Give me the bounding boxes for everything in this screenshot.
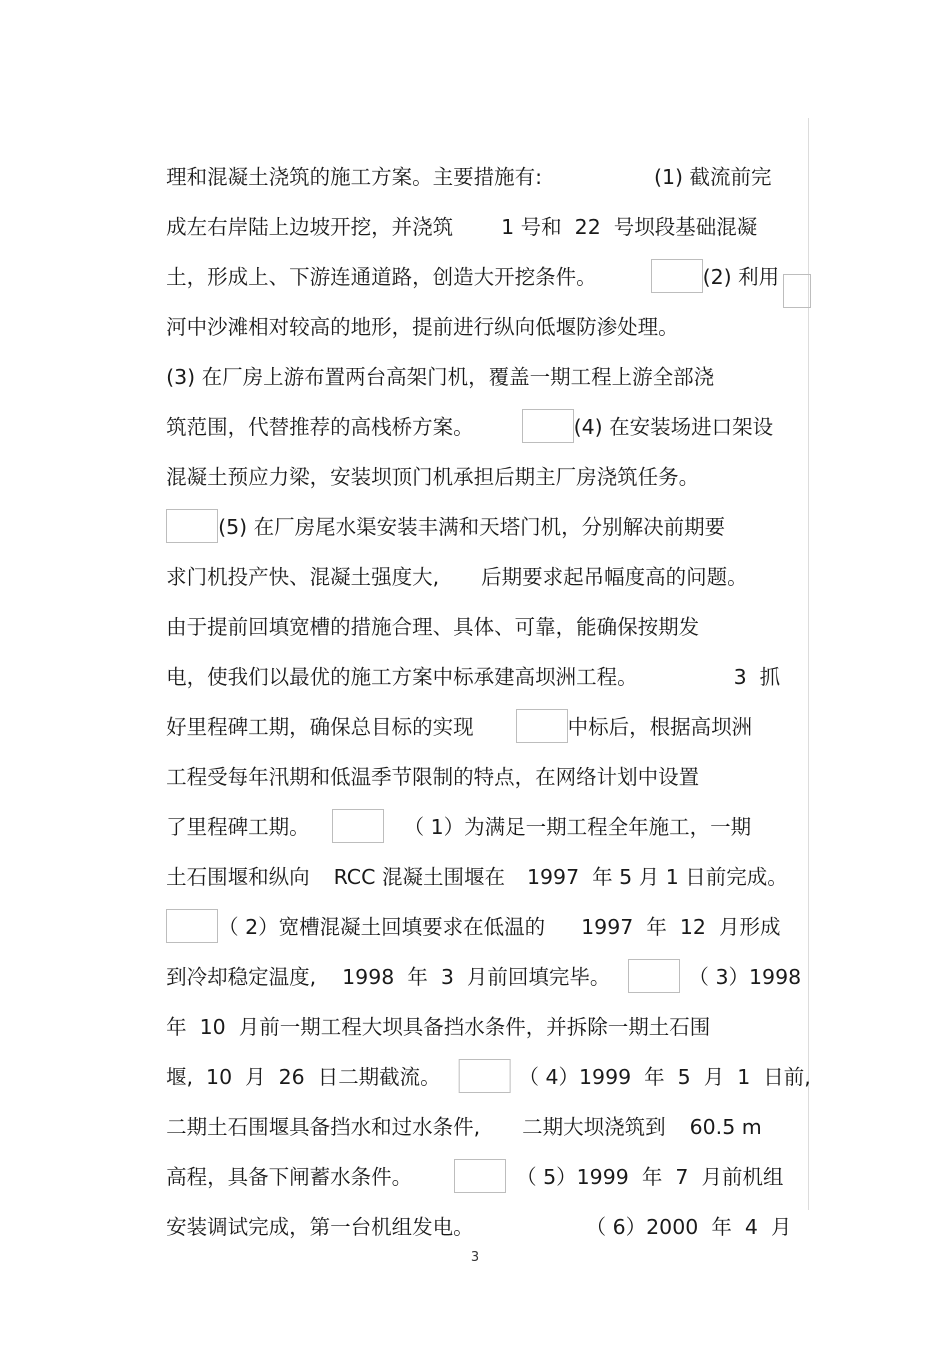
text-line-15 bbox=[140, 832, 806, 889]
text-segment: 3 抓 bbox=[733, 665, 781, 689]
text-segment: 1998 年 3 月前回填完毕。 bbox=[342, 965, 611, 989]
text-line-10 bbox=[140, 582, 806, 639]
page-number: 3 bbox=[470, 1250, 480, 1265]
text-line-19 bbox=[140, 1032, 811, 1089]
text-line-2 bbox=[140, 182, 806, 239]
text-line-5 bbox=[140, 332, 806, 389]
text-segment: 由于提前回填宽槽的措施合理、具体、可靠，能确保按期发 bbox=[166, 615, 700, 639]
text-segment: 土石围堰和纵向 bbox=[166, 865, 310, 889]
text-segment: （ 1）为满足一期工程全年施工，一期 bbox=[403, 815, 752, 839]
text-segment: （ 6）2000 年 4 月 bbox=[585, 1215, 792, 1239]
text-segment: （ 2）宽槽混凝土回填要求在低温的 bbox=[218, 915, 546, 939]
text-line-18 bbox=[140, 982, 806, 1039]
text-line-21 bbox=[140, 1132, 806, 1189]
text-segment: 土，形成上、下游连通道路，创造大开挖条件。 bbox=[166, 265, 597, 289]
text-line-1 bbox=[140, 132, 806, 189]
text-segment: （ 3）1998 bbox=[688, 965, 802, 989]
text-segment: 高程，具备下闸蓄水条件。 bbox=[166, 1165, 413, 1189]
text-segment: 安装调试完成，第一台机组发电。 bbox=[166, 1215, 474, 1239]
text-segment: 二期大坝浇筑到 bbox=[522, 1115, 666, 1139]
text-line-4 bbox=[140, 282, 806, 339]
text-line-14 bbox=[140, 782, 806, 839]
text-segment: 中标后，根据高坝洲 bbox=[567, 715, 753, 739]
text-segment: 1 号和 22 号坝段基础混凝 bbox=[501, 215, 758, 239]
text-segment: 二期土石围堰具备挡水和过水条件, bbox=[166, 1115, 481, 1139]
text-line-20 bbox=[140, 1082, 806, 1139]
text-segment: 60.5 m bbox=[689, 1115, 762, 1139]
text-segment: 堰, 10 月 26 日二期截流。 bbox=[166, 1065, 441, 1089]
text-segment: 电，使我们以最优的施工方案中标承建高坝洲工程。 bbox=[166, 665, 638, 689]
text-segment: 混凝土预应力梁，安装坝顶门机承担后期主厂房浇筑任务。 bbox=[166, 465, 700, 489]
text-segment: RCC 混凝土围堰在 bbox=[333, 865, 505, 889]
text-line-12 bbox=[140, 682, 806, 739]
text-segment: 求门机投产快、混凝土强度大, bbox=[166, 565, 440, 589]
text-segment: 理和混凝土浇筑的施工方案。主要措施有: bbox=[166, 165, 542, 189]
text-segment: 后期要求起吊幅度高的问题。 bbox=[481, 565, 748, 589]
text-segment: 1997 年 5 月 1 日前完成。 bbox=[526, 865, 788, 889]
text-line-11 bbox=[140, 632, 806, 689]
text-segment: 工程受每年汛期和低温季节限制的特点，在网络计划中设置 bbox=[166, 765, 700, 789]
text-segment: 1997 年 12 月形成 bbox=[581, 915, 781, 939]
text-line-8 bbox=[140, 482, 806, 539]
text-line-13 bbox=[140, 732, 806, 789]
text-line-17 bbox=[140, 932, 806, 989]
text-segment: 成左右岸陆上边坡开挖，并浇筑 bbox=[166, 215, 454, 239]
text-line-22 bbox=[140, 1182, 806, 1239]
text-line-7 bbox=[140, 432, 806, 489]
text-segment: 到冷却稳定温度, bbox=[166, 965, 317, 989]
text-segment: (3) 在厂房上游布置两台高架门机，覆盖一期工程上游全部浇 bbox=[166, 365, 715, 389]
placeholder-box bbox=[783, 274, 811, 308]
text-line-3 bbox=[140, 232, 806, 289]
text-segment: (1) 截流前完 bbox=[653, 165, 772, 189]
text-segment: 好里程碑工期，确保总目标的实现 bbox=[166, 715, 474, 739]
text-segment: 了里程碑工期。 bbox=[166, 815, 310, 839]
text-segment: (5) 在厂房尾水渠安装丰满和天塔门机，分别解决前期要 bbox=[218, 515, 726, 539]
text-segment: 年 10 月前一期工程大坝具备挡水条件，并拆除一期土石围 bbox=[166, 1015, 711, 1039]
text-segment: (4) 在安装场进口架设 bbox=[573, 415, 774, 439]
text-segment: (2) 利用 bbox=[702, 265, 780, 289]
text-segment: 河中沙滩相对较高的地形，提前进行纵向低堰防渗处理。 bbox=[166, 315, 679, 339]
text-line-9 bbox=[140, 532, 806, 589]
text-line-6 bbox=[140, 382, 806, 439]
text-segment: （ 4）1999 年 5 月 1 日前, bbox=[518, 1065, 811, 1089]
text-segment: （ 5）1999 年 7 月前机组 bbox=[516, 1165, 784, 1189]
text-segment: 筑范围，代替推荐的高栈桥方案。 bbox=[166, 415, 474, 439]
text-line-16 bbox=[140, 882, 806, 939]
